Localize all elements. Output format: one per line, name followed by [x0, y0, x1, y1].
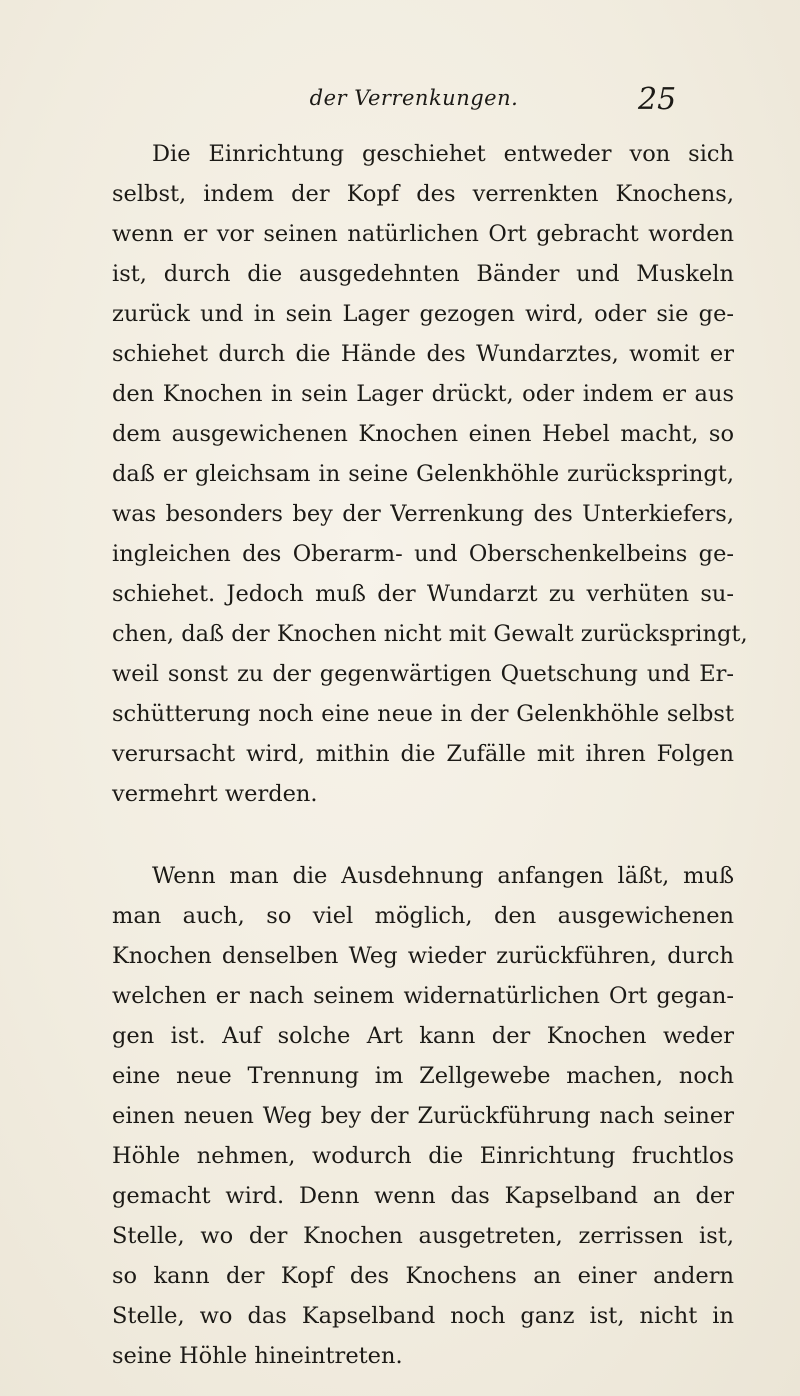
text-line: weil sonst zu der gegenwärtigen Quetschung und Er- — [112, 661, 734, 687]
text-line: den Knochen in sein Lager drückt, oder indem er aus — [112, 381, 734, 407]
text-line: verursacht wird, mithin die Zufälle mit ihren Folgen — [112, 741, 734, 767]
text-line: selbst, indem der Kopf des verrenkten Knochens, — [112, 181, 734, 207]
text-line: ist, durch die ausgedehnten Bänder und Muskeln — [112, 261, 734, 287]
paragraph-2 — [112, 856, 734, 1376]
text-line: gemacht wird. Denn wenn das Kapselband an der — [112, 1183, 734, 1209]
text-line: Knochen denselben Weg wieder zurückführen, durch — [112, 943, 734, 969]
text-line: einen neuen Weg bey der Zurückführung nach seiner — [112, 1103, 734, 1129]
text-line: welchen er nach seinem widernatürlichen Ort gegan- — [112, 983, 734, 1009]
text-line: zurück und in sein Lager gezogen wird, oder sie ge- — [112, 301, 734, 327]
text-line: Höhle nehmen, wodurch die Einrichtung fruchtlos — [112, 1143, 734, 1169]
text-line: so kann der Kopf des Knochens an einer andern — [112, 1263, 734, 1289]
text-line: dem ausgewichenen Knochen einen Hebel macht, so — [112, 421, 734, 447]
text-line: Stelle, wo der Knochen ausgetreten, zerrissen ist, — [112, 1223, 734, 1249]
text-line: schiehet. Jedoch muß der Wundarzt zu verhüten su- — [112, 581, 734, 607]
text-line: chen, daß der Knochen nicht mit Gewalt zurückspringt, — [112, 621, 748, 647]
text-line: ingleichen des Oberarm- und Oberschenkelbeins ge- — [112, 541, 734, 567]
text-line: seine Höhle hineintreten. — [112, 1343, 403, 1369]
text-line: was besonders bey der Verrenkung des Unterkiefers, — [112, 501, 734, 527]
running-title: der Verrenkungen. — [309, 86, 519, 110]
text-line: eine neue Trennung im Zellgewebe machen, noch — [112, 1063, 734, 1089]
body-text — [112, 134, 748, 1376]
text-line: schiehet durch die Hände des Wundarztes, womit er — [112, 341, 734, 367]
text-line: daß er gleichsam in seine Gelenkhöhle zurückspringt, — [112, 461, 734, 487]
text-line: Stelle, wo das Kapselband noch ganz ist, nicht in — [112, 1303, 734, 1329]
running-head — [0, 82, 800, 126]
text-line: vermehrt werden. — [112, 781, 318, 807]
text-line: wenn er vor seinen natürlichen Ort gebracht worden — [112, 221, 734, 247]
page-number: 25 — [638, 82, 677, 117]
text-line: schütterung noch eine neue in der Gelenkhöhle selbst — [112, 701, 734, 727]
text-line: Die Einrichtung geschiehet entweder von sich — [152, 141, 734, 167]
text-line: gen ist. Auf solche Art kann der Knochen weder — [112, 1023, 734, 1049]
paragraph-1 — [112, 134, 748, 814]
text-line: Wenn man die Ausdehnung anfangen läßt, muß — [152, 863, 734, 889]
text-line: man auch, so viel möglich, den ausgewichenen — [112, 903, 734, 929]
